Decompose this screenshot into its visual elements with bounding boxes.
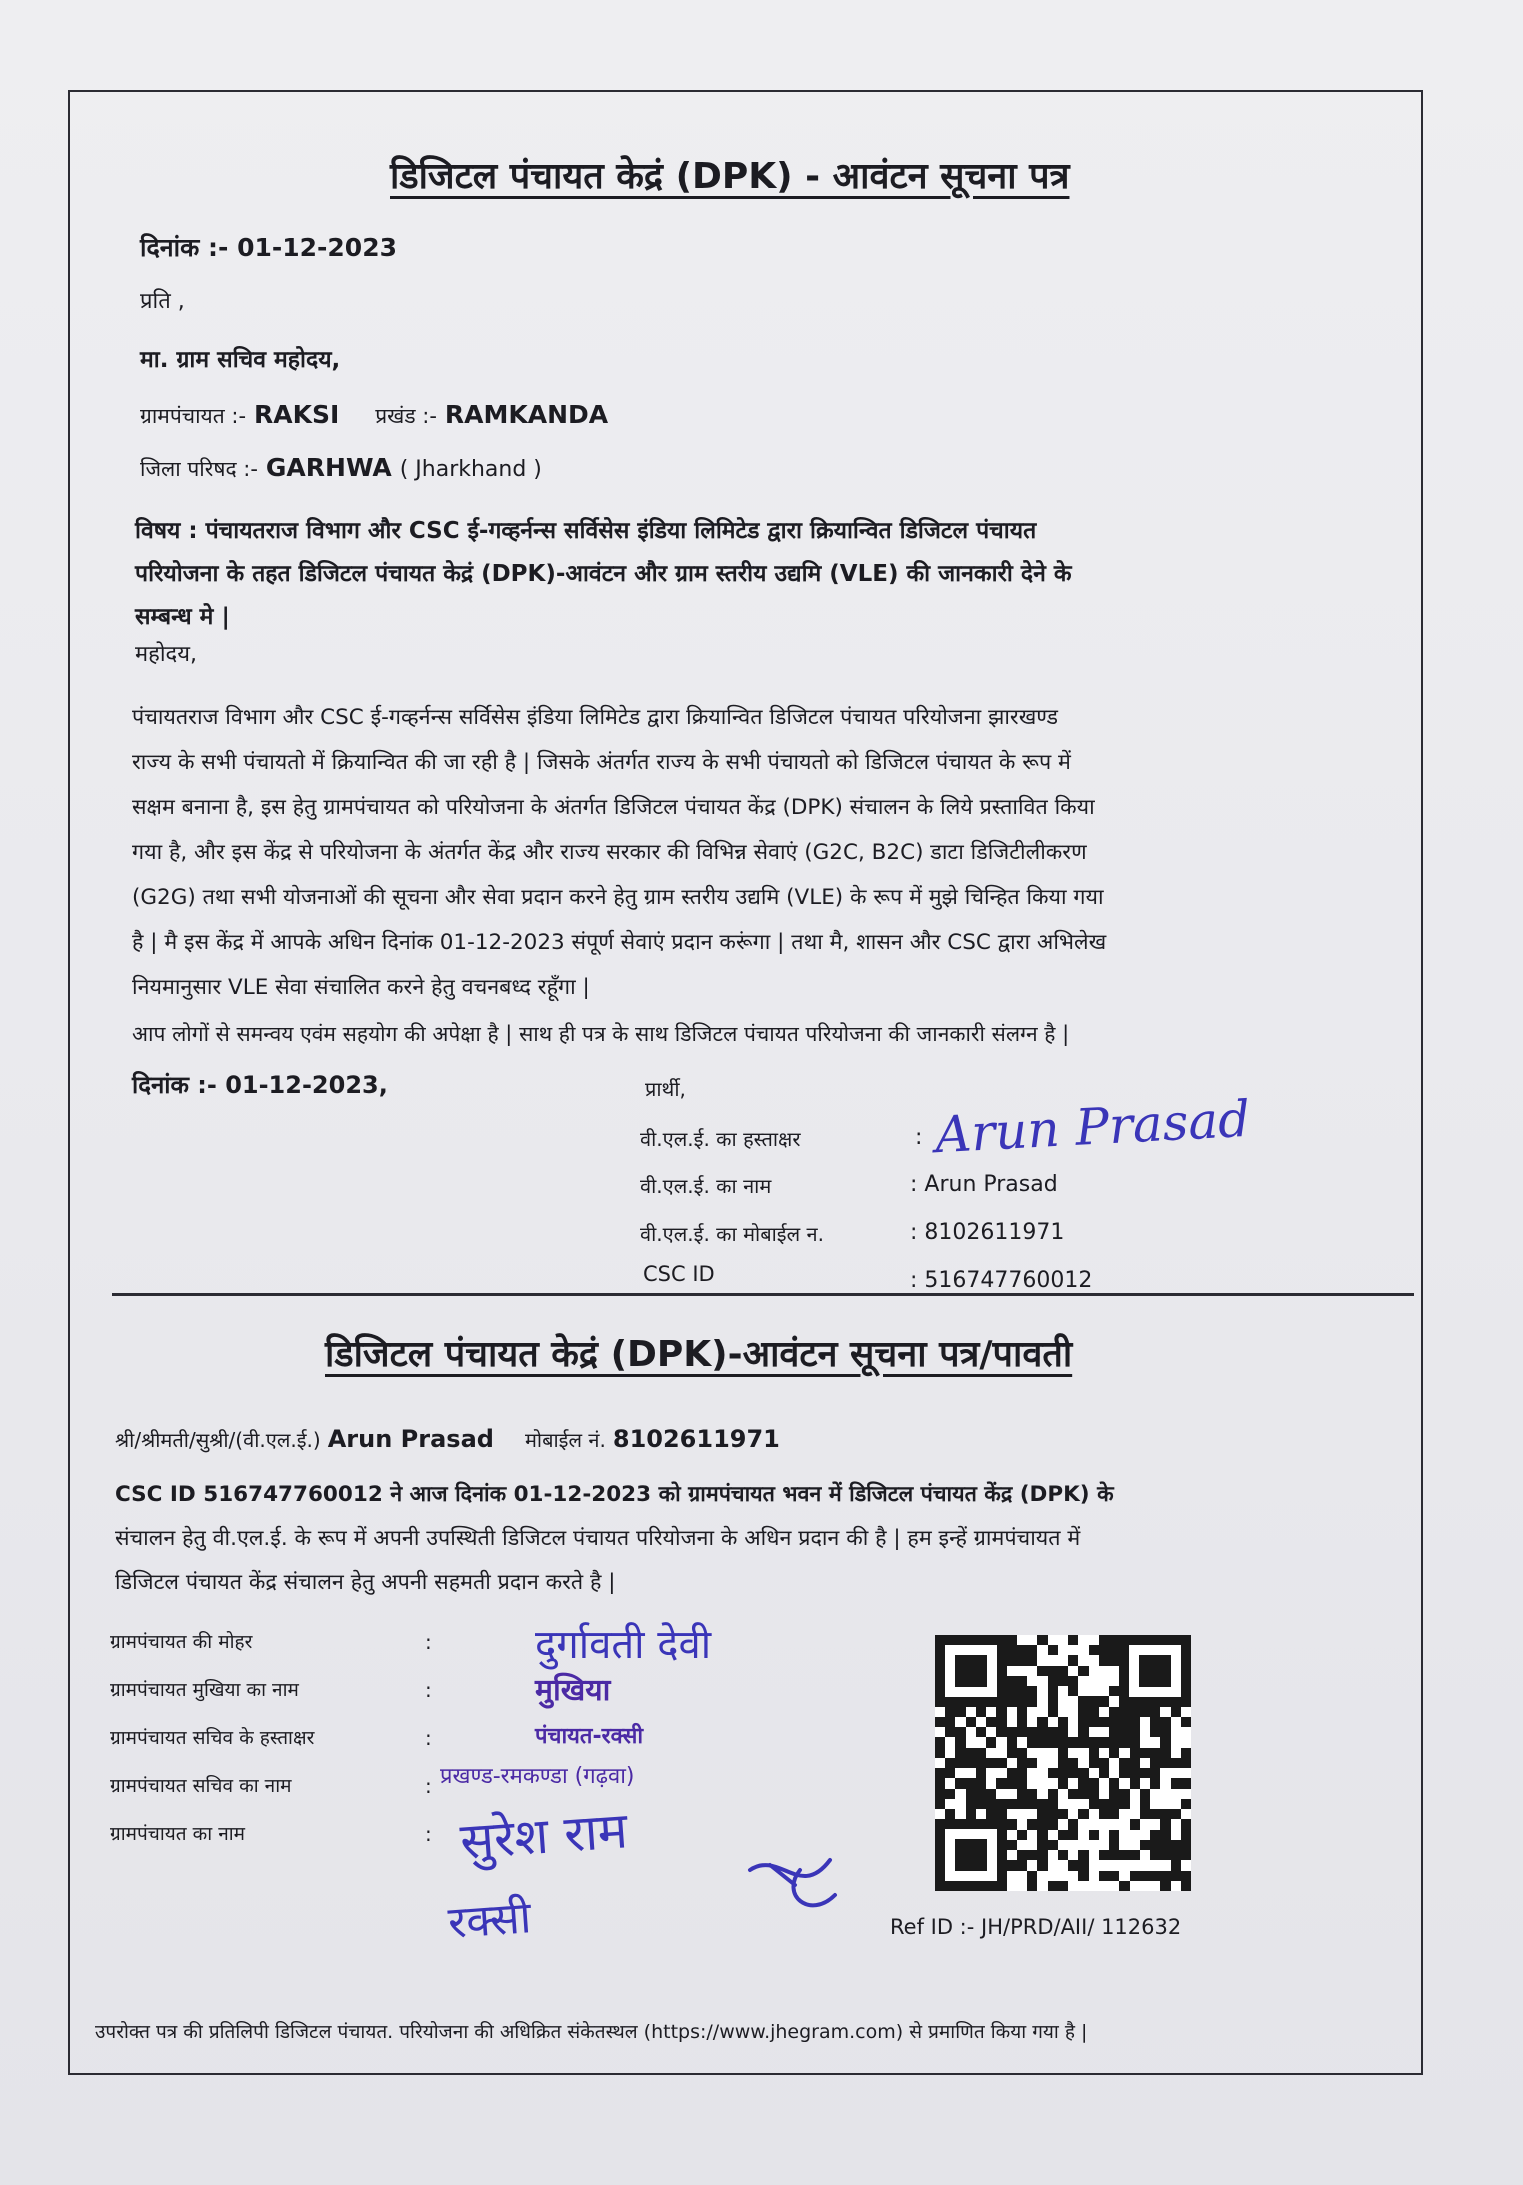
field-mukhiya-label: ग्रामपंचायत मुखिया का नाम [110,1679,299,1701]
receipt-body-line: डिजिटल पंचायत केंद्र संचालन हेतु अपनी सहमती प्रदान करते है | [115,1570,616,1595]
receipt-name-prefix: श्री/श्रीमती/सुश्री/(वी.एल.ई.) [115,1428,321,1452]
stamp-mukhiya: मुखिया [535,1673,611,1708]
mukhiya-signature: दुर्गावती देवी [535,1622,712,1668]
signing-date: दिनांक :- 01-12-2023, [132,1071,388,1099]
subject-line: सम्बन्ध मे | [135,604,230,630]
body-line: राज्य के सभी पंचायतो में क्रियान्वित की जा रही है | जिसके अंतर्गत राज्य के सभी पंचायतो को डिजिटल पंचायत के रूप में [132,750,1071,775]
field-colon: : [425,1822,432,1846]
vle-signature-label: वी.एल.ई. का हस्ताक्षर [640,1127,801,1151]
vle-signature-colon: : [915,1125,923,1150]
body-line: सक्षम बनाना है, इस हेतु ग्रामपंचायत को परियोजना के अंतर्गत डिजिटल पंचायत केंद्र (DPK) संचालन के लिये प्रस्तावित किया [132,795,1095,820]
vle-mobile-label: वी.एल.ई. का मोबाईल न. [640,1222,825,1246]
receipt-fields [110,1618,314,1858]
receipt-mobile: 8102611971 [612,1425,780,1453]
receipt-name: Arun Prasad [327,1425,494,1453]
subject-line: विषय : पंचायतराज विभाग और CSC ई-गव्हर्नन्स सर्विसेस इंडिया लिमिटेड द्वारा क्रियान्वित डिजिटल पंचायत [135,518,1037,544]
receipt-mobile-label: मोबाईल नं. [524,1428,606,1452]
field-colon: : [425,1630,432,1654]
receipt-body-line: संचालन हेतु वी.एल.ई. के रूप में अपनी उपस्थिती डिजिटल पंचायत परियोजना के अधिन प्रदान की है | हम इन्हें ग्रामपंचायत में [115,1526,1081,1551]
ref-id: Ref ID :- JH/PRD/AII/ 112632 [890,1915,1182,1939]
field-secretary-name-label: ग्रामपंचायत सचिव का नाम [110,1775,292,1797]
body-line: गया है, और इस केंद्र से परियोजना के अंतर्गत केंद्र और राज्य सरकार की विभिन्न सेवाएं (G2C, B2C) डाटा डिजिटीलीकरण [132,840,1087,865]
field-panchayat-name-label: ग्रामपंचायत का नाम [110,1823,246,1845]
district-value: GARHWA [265,453,392,482]
subject-block [135,510,1072,639]
vle-mobile-value: : 8102611971 [910,1220,1065,1245]
receipt-field-colons [425,1618,432,1858]
block-label: प्रखंड :- [375,404,437,428]
body-line: है | मै इस केंद्र में आपके अधिन दिनांक 01-12-2023 संपूर्ण सेवाएं प्रदान करूंगा | तथा मै, शासन और CSC द्वारा अभिलेख [132,930,1107,955]
subject-line: परियोजना के तहत डिजिटल पंचायत केद्रं (DPK)-आवंटन और ग्राम स्तरीय उद्यमि (VLE) की जानकारी देने के [135,561,1072,587]
receipt-body-line: CSC ID 516747760012 ने आज दिनांक 01-12-2023 को ग्रामपंचायत भवन में डिजिटल पंचायत केंद्र (DPK) के [115,1482,1114,1507]
body-line: (G2G) तथा सभी योजनाओं की सूचना और सेवा प्रदान करने हेतु ग्राम स्तरीय उद्यमि (VLE) के रूप में मुझे चिन्हित किया गया [132,885,1104,910]
field-colon: : [425,1726,432,1750]
closing-line: आप लोगों से समन्वय एवंम सहयोग की अपेक्षा है | साथ ही पत्र के साथ डिजिटल पंचायत परियोजना की जानकारी संलग्न है | [132,1022,1070,1046]
vle-name-value: : Arun Prasad [910,1172,1058,1197]
qr-finder [935,1819,1007,1891]
letter-title: डिजिटल पंचायत केद्रं (DPK) - आवंटन सूचना पत्र [390,156,1070,197]
vle-signature: Arun Prasad [933,1089,1252,1165]
letter-date: दिनांक :- 01-12-2023 [140,233,397,262]
csc-id-value: : 516747760012 [910,1268,1093,1293]
receipt-body [115,1473,1114,1605]
csc-id-label: CSC ID [643,1262,715,1286]
field-secretary-signature-label: ग्रामपंचायत सचिव के हस्ताक्षर [110,1727,315,1749]
stamp-panchayat: पंचायत-रक्सी [535,1724,644,1749]
salutation: महोदय, [135,642,197,667]
receipt-name-line [115,1425,780,1453]
body-line: नियमानुसार VLE सेवा संचालित करने हेतु वचनबध्द रहूँगा | [132,975,590,1000]
qr-finder [1119,1635,1191,1707]
field-colon: : [425,1774,432,1798]
vle-name-label: वी.एल.ई. का नाम [640,1174,772,1198]
field-colon: : [425,1678,432,1702]
prati-text: प्रति , [140,289,185,314]
gram-panchayat-line [140,400,608,430]
panchayat-handwriting: रक्सी [446,1892,533,1949]
addressee: मा. ग्राम सचिव महोदय, [140,347,341,373]
gram-value: RAKSI [253,400,340,429]
block-value: RAMKANDA [444,400,609,429]
district-label: जिला परिषद :- [140,457,258,481]
qr-finder [935,1635,1007,1707]
scribble-mark [740,1840,850,1930]
secretary-signature: सुरेश राम [458,1801,630,1871]
stamp-block: प्रखण्ड-रमकण्डा (गढ़वा) [440,1764,635,1789]
body-line: पंचायतराज विभाग और CSC ई-गव्हर्नन्स सर्विसेस इंडिया लिमिटेड द्वारा क्रियान्वित डिजिटल पंचायत परियोजना झारखण्ड [132,705,1058,730]
district-line [140,453,542,483]
letter-body [132,695,1106,1010]
section-divider [112,1293,1414,1296]
receipt-title: डिजिटल पंचायत केद्रं (DPK)-आवंटन सूचना पत्र/पावती [325,1334,1073,1375]
footer-note: उपरोक्त पत्र की प्रतिलिपी डिजिटल पंचायत. परियोजना की अधिक्रित संकेतस्थल (https://www.jhegram.com) से प्रमाणित किया गया है | [95,2021,1088,2043]
field-seal-label: ग्रामपंचायत की मोहर [110,1631,253,1653]
district-state: ( Jharkhand ) [399,457,542,482]
prarthi-text: प्रार्थी, [645,1077,686,1101]
gram-label: ग्रामपंचायत :- [140,404,247,428]
